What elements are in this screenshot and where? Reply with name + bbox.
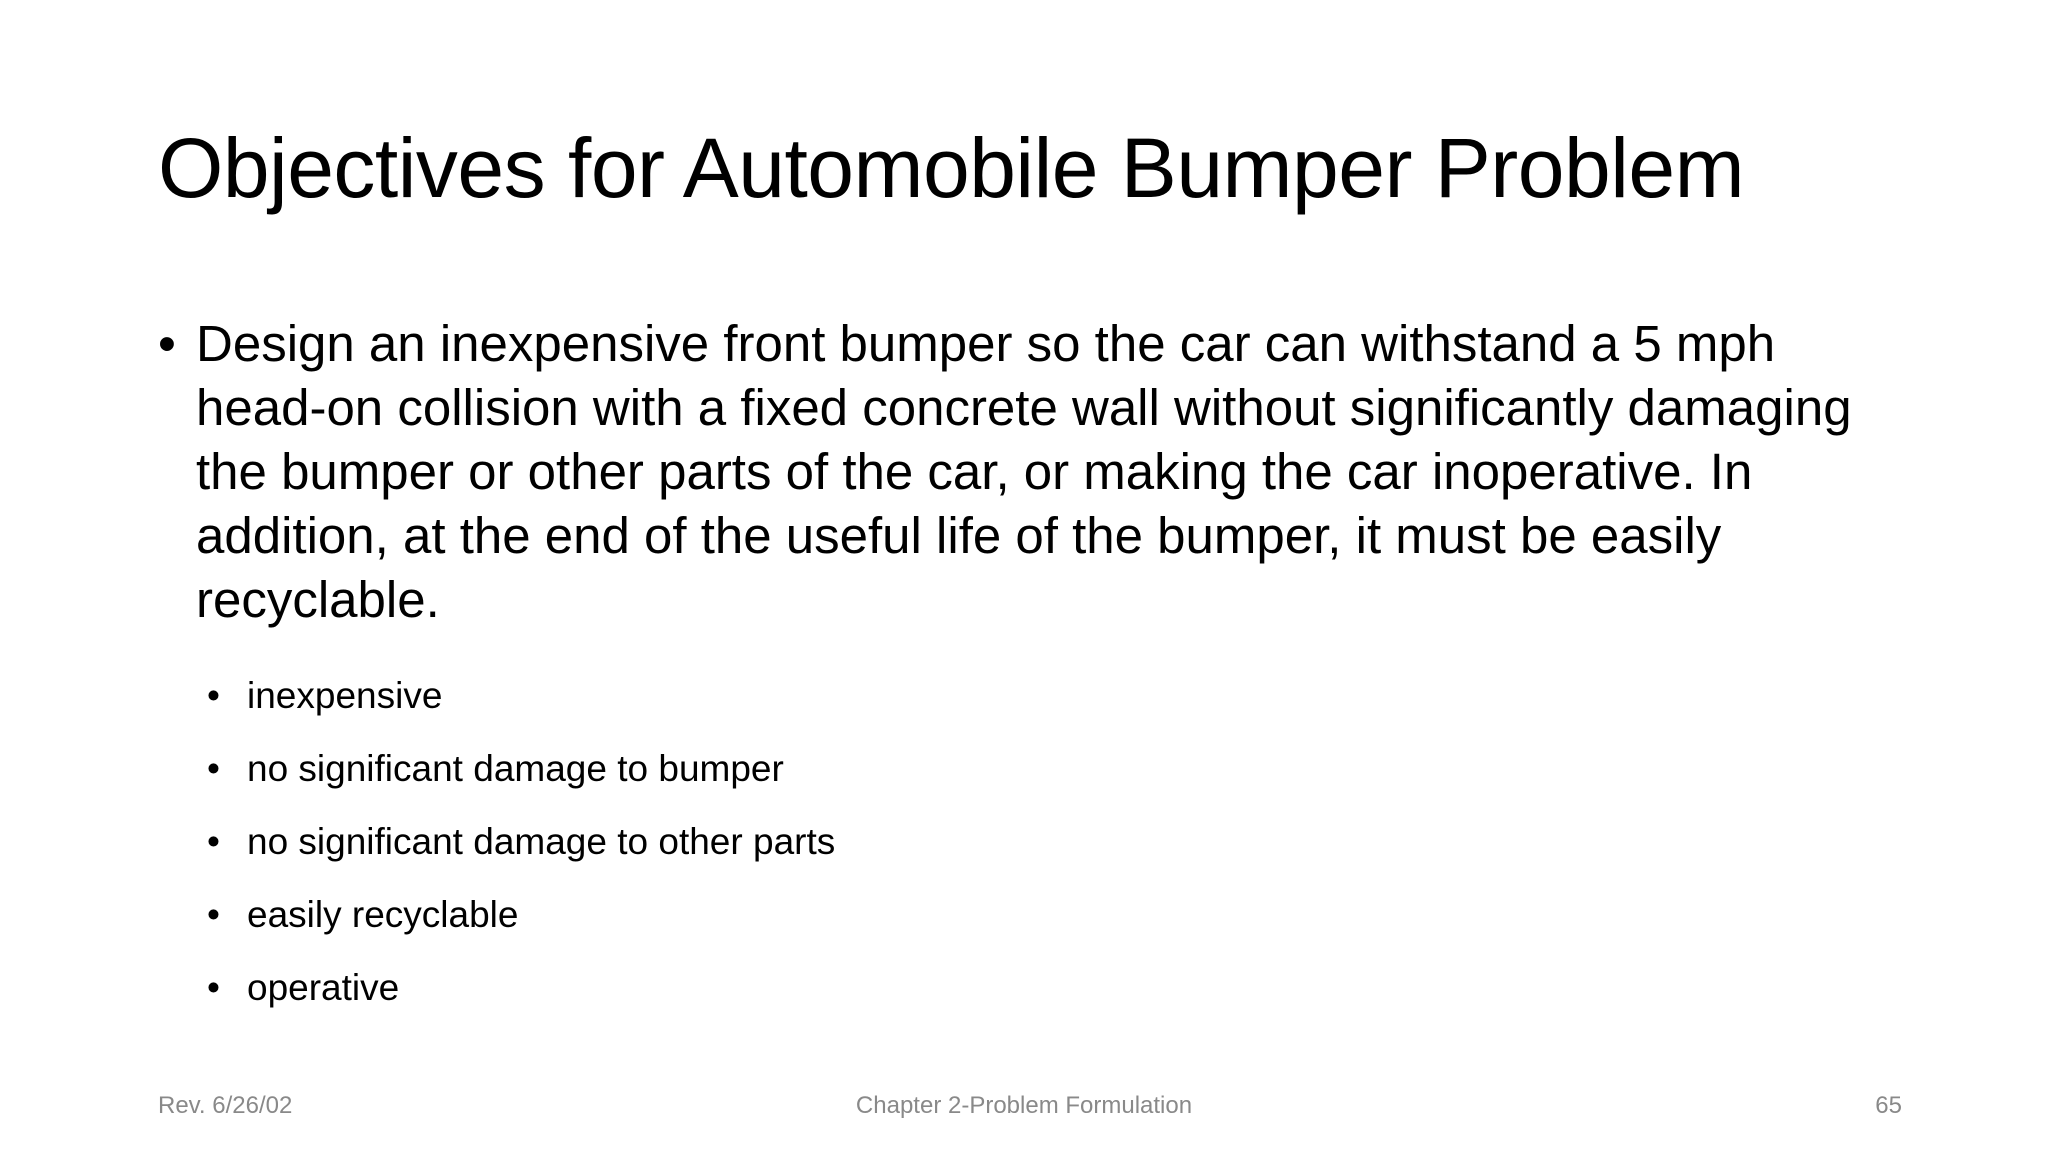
main-bullet-text: Design an inexpensive front bumper so the car can withstand a 5 mph head-on collision with a fixed concrete wall without significantly damaging the bumper or other parts of the car, or making the car inoperative. In addition, at the end of the useful life of the bumper, it must be easily recyclable.	[196, 315, 1852, 628]
list-item	[207, 674, 1918, 718]
bullet-marker: •	[207, 748, 220, 789]
bullet-marker: •	[207, 894, 220, 935]
list-item	[207, 893, 1918, 937]
list-item-text: easily recyclable	[247, 894, 519, 935]
list-item	[207, 747, 1918, 791]
list-item	[207, 820, 1918, 864]
list-item-text: operative	[247, 967, 400, 1008]
objectives-list	[158, 674, 1918, 1010]
list-item-text: no significant damage to bumper	[247, 748, 784, 789]
bullet-marker: •	[207, 675, 220, 716]
slide-title: Objectives for Automobile Bumper Problem	[158, 121, 1745, 215]
slide-body	[158, 312, 1918, 1039]
list-item	[207, 966, 1918, 1010]
main-bullet	[158, 312, 1918, 632]
bullet-marker: •	[207, 821, 220, 862]
bullet-marker: •	[158, 315, 176, 372]
footer-chapter: Chapter 2-Problem Formulation	[855, 1092, 1193, 1119]
list-item-text: inexpensive	[247, 675, 443, 716]
slide-number: 65	[1875, 1092, 1902, 1119]
list-item-text: no significant damage to other parts	[247, 821, 836, 862]
footer-revision: Rev. 6/26/02	[158, 1092, 293, 1119]
bullet-marker: •	[207, 967, 220, 1008]
